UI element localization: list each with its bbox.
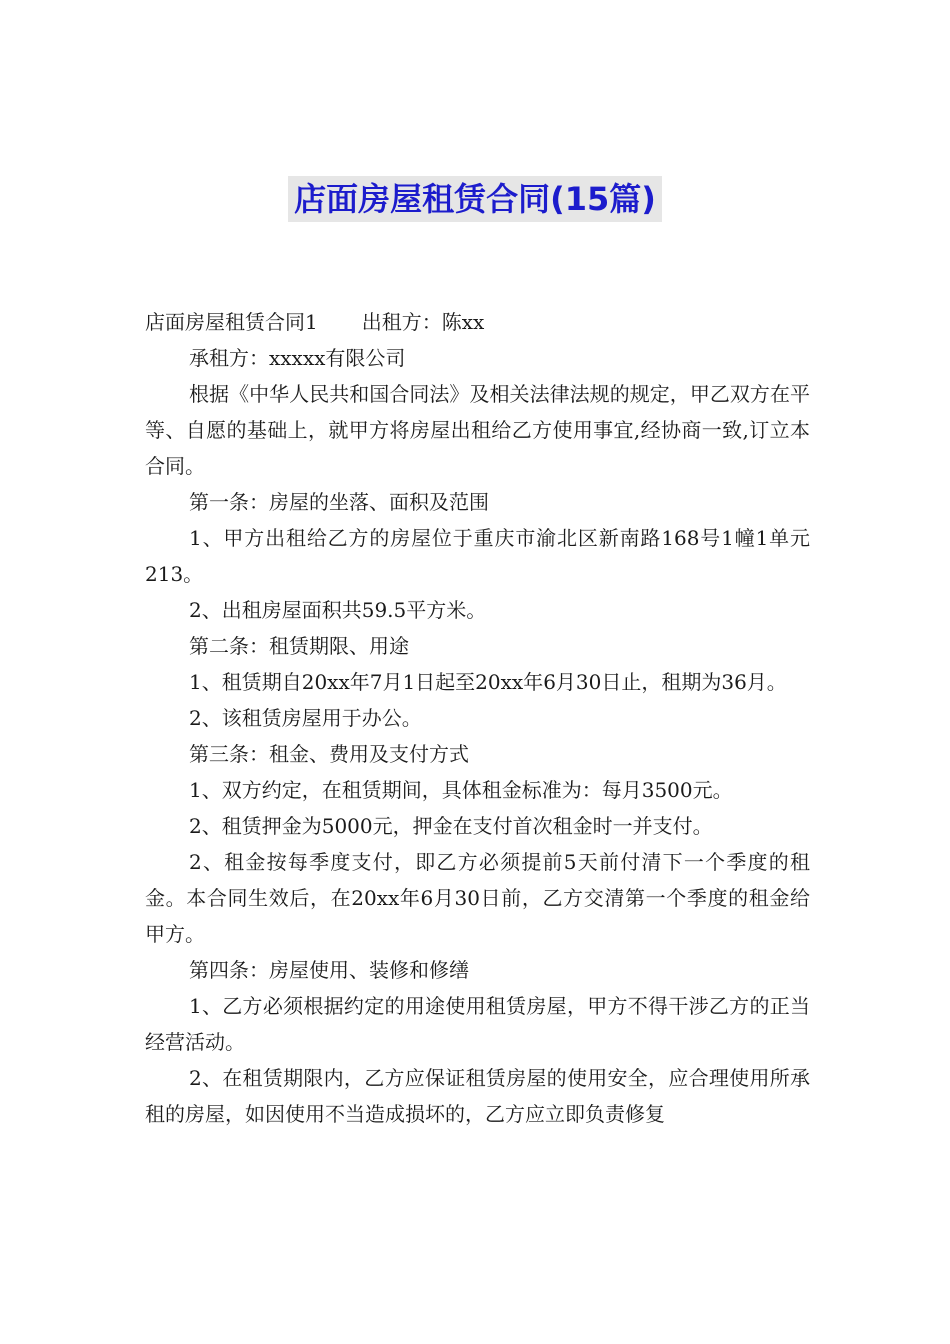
article-2-clause-2: 2、该租赁房屋用于办公。 (189, 706, 422, 730)
article-3-heading: 第三条：租金、费用及支付方式 (189, 742, 469, 766)
article-1-heading: 第一条：房屋的坐落、面积及范围 (189, 490, 489, 514)
document-title: 店面房屋租赁合同(15篇) (288, 176, 662, 222)
article-1-clause-2: 2、出租房屋面积共59.5平方米。 (189, 598, 487, 622)
document-body (145, 304, 810, 1132)
article-1-clause-1: 1、甲方出租给乙方的房屋位于重庆市渝北区新南路168号1幢1单元213。 (145, 526, 810, 586)
preamble-paragraph: 根据《中华人民共和国合同法》及相关法律法规的规定，甲乙双方在平等、自愿的基础上，就甲方将房屋出租给乙方使用事宜,经协商一致,订立本合同。 (145, 382, 810, 478)
lessor-line: 出租方：陈xx (361, 310, 485, 334)
contract-heading: 店面房屋租赁合同1 (145, 310, 318, 334)
article-2-clause-1: 1、租赁期自20xx年7月1日起至20xx年6月30日止，租期为36月。 (189, 670, 787, 694)
lessee-paragraph: 承租方：xxxxx有限公司 (189, 346, 406, 370)
article-2-heading: 第二条：租赁期限、用途 (189, 634, 409, 658)
article-3-clause-1: 1、双方约定，在租赁期间，具体租金标准为：每月3500元。 (189, 778, 733, 802)
article-3-clause-2: 2、租赁押金为5000元，押金在支付首次租金时一并支付。 (189, 814, 713, 838)
title-container (0, 176, 950, 222)
article-3-clause-3: 2、租金按每季度支付，即乙方必须提前5天前付清下一个季度的租金。本合同生效后，在20xx年6月30日前，乙方交清第一个季度的租金给甲方。 (145, 850, 810, 946)
article-4-heading: 第四条：房屋使用、装修和修缮 (189, 958, 469, 982)
first-line (145, 304, 810, 340)
article-4-clause-1: 1、乙方必须根据约定的用途使用租赁房屋，甲方不得干涉乙方的正当经营活动。 (145, 994, 810, 1054)
article-4-clause-2: 2、在租赁期限内，乙方应保证租赁房屋的使用安全，应合理使用所承租的房屋，如因使用不当造成损坏的，乙方应立即负责修复 (145, 1066, 810, 1126)
